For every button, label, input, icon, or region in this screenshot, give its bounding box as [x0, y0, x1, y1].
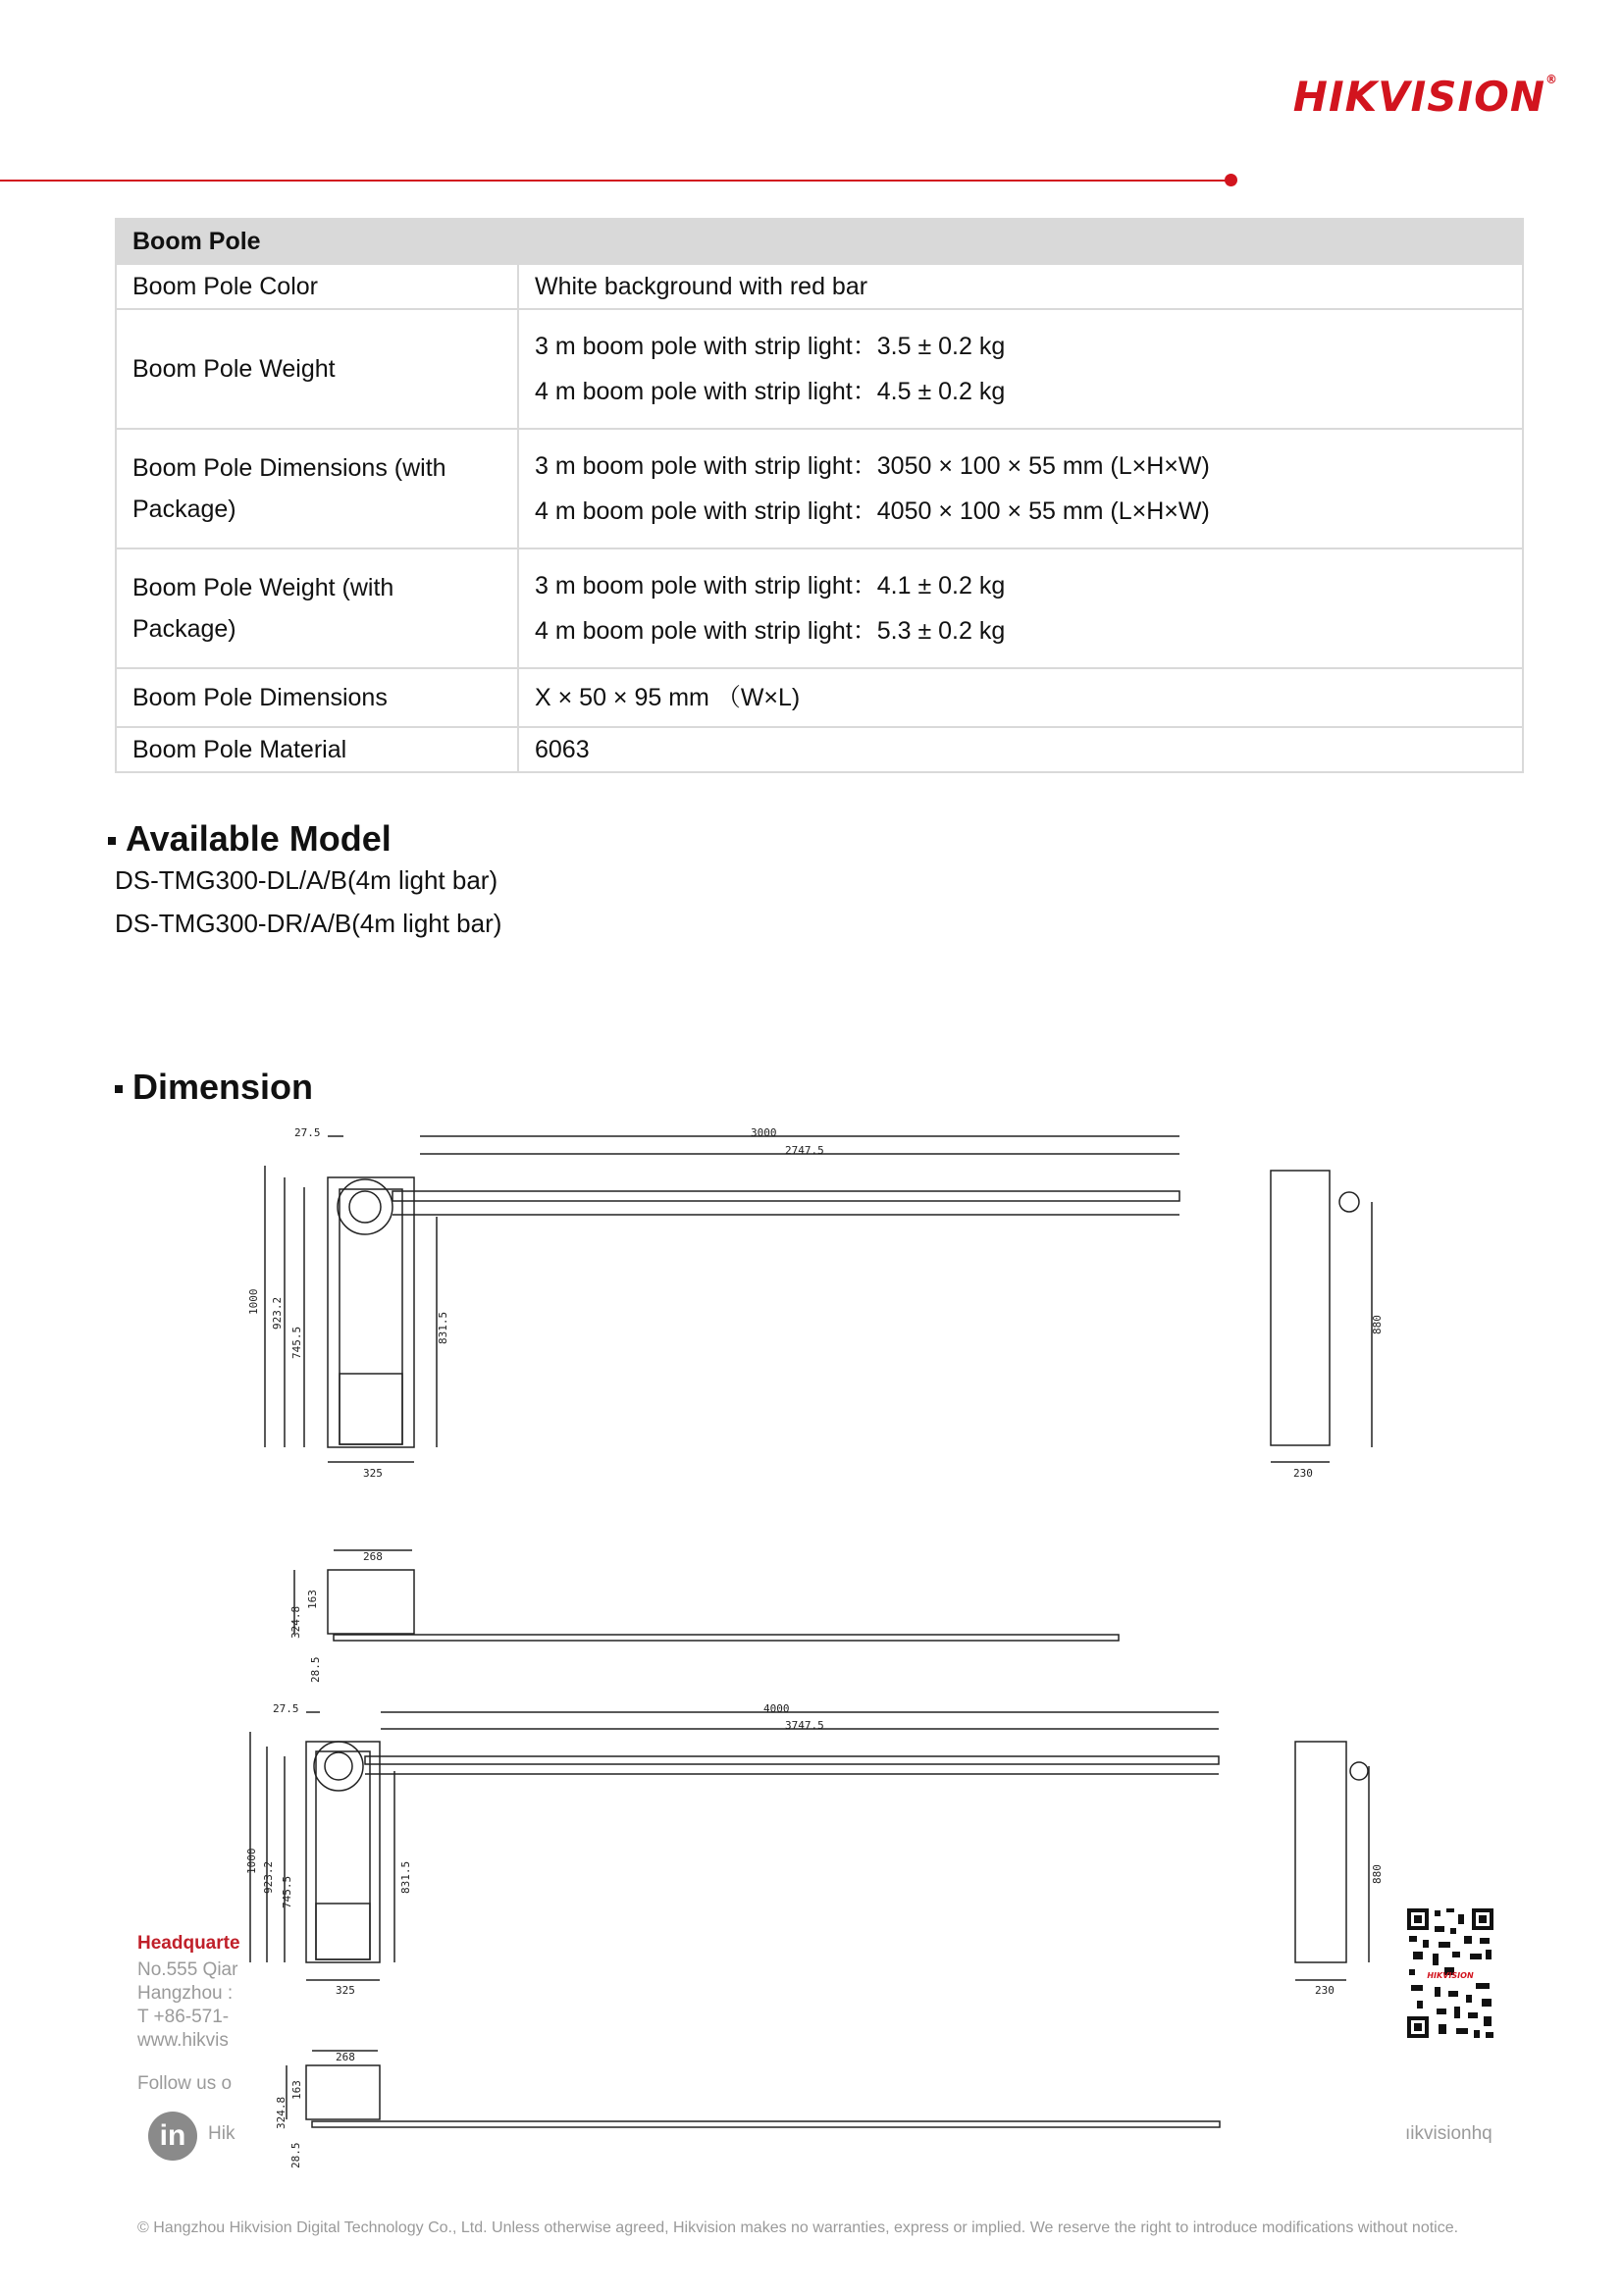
- dim-label: 27.5: [273, 1702, 299, 1715]
- dim-label: 163: [306, 1590, 319, 1609]
- dim-label: 324.8: [289, 1605, 302, 1639]
- dim-label: 230: [1315, 1984, 1335, 1997]
- dim-label: 1000: [245, 1848, 258, 1874]
- dim-label: 325: [363, 1467, 383, 1480]
- spec-value: 3 m boom pole with strip light：3.5 ± 0.2 kg: [535, 333, 1006, 360]
- dim-label: 325: [336, 1984, 355, 1997]
- follow-us-label: Follow us o: [137, 2073, 233, 2094]
- dim-label: 831.5: [437, 1311, 449, 1344]
- hikvision-logo: HIKVISION®: [1292, 73, 1558, 121]
- dim-label: 745.5: [281, 1875, 293, 1908]
- dim-label: 2747.5: [785, 1144, 824, 1157]
- dim-label: 268: [336, 2051, 355, 2063]
- boom-pole: [393, 1191, 1179, 1201]
- dim-label: 163: [290, 2080, 303, 2100]
- model-item: DS-TMG300-DR/A/B(4m light bar): [115, 909, 502, 938]
- qr-code-icon: [1405, 1906, 1495, 2042]
- gate-side-view: [1271, 1171, 1330, 1445]
- dim-label: 1000: [247, 1288, 260, 1315]
- linkedin-label[interactable]: Hik: [208, 2123, 236, 2144]
- spec-label: Boom Pole Material: [116, 727, 518, 772]
- available-model-heading: Available Model: [108, 818, 392, 860]
- dim-label: 923.2: [271, 1296, 284, 1330]
- spec-label: Boom Pole Dimensions: [116, 668, 518, 727]
- dim-label: 831.5: [399, 1860, 412, 1894]
- dim-label: 4000: [763, 1702, 790, 1715]
- dim-label: 268: [363, 1550, 383, 1563]
- spec-value: 6063: [518, 727, 1523, 772]
- spec-value: White background with red bar: [518, 264, 1523, 309]
- dim-label: 28.5: [289, 2142, 302, 2168]
- boom-pole-top-view: [334, 1635, 1119, 1641]
- dim-label: 27.5: [294, 1126, 321, 1139]
- spec-label: Boom Pole Weight (with Package): [116, 548, 518, 668]
- dim-label: 880: [1371, 1315, 1384, 1334]
- hq-line: Hangzhou :: [137, 1983, 234, 2004]
- headquarters-title: Headquarte: [137, 1933, 240, 1954]
- copyright-notice: © Hangzhou Hikvision Digital Technology Co., Ltd. Unless otherwise agreed, Hikvision makes no warranties, express or implied. We reserve the right to introduce modifications without notice.: [137, 2219, 1459, 2236]
- qr-brand-label: HIKVISION: [1427, 1971, 1474, 1980]
- social-handle[interactable]: ıikvisionhq: [1405, 2123, 1492, 2144]
- spec-label: Boom Pole Dimensions (with Package): [116, 429, 518, 548]
- linkedin-icon[interactable]: in: [148, 2112, 197, 2161]
- dim-label: 28.5: [309, 1656, 322, 1683]
- spec-label: Boom Pole Weight: [116, 309, 518, 429]
- dimension-heading: Dimension: [115, 1067, 313, 1108]
- spec-value: 3 m boom pole with strip light：4.1 ± 0.2 kg: [535, 572, 1006, 600]
- gate-cabinet: [328, 1177, 414, 1447]
- dim-label: 230: [1293, 1467, 1313, 1480]
- spec-value: X × 50 × 95 mm （W×L): [518, 668, 1523, 727]
- spec-value: 4 m boom pole with strip light：4.5 ± 0.2 kg: [535, 378, 1006, 405]
- gate-top-view: [328, 1570, 414, 1634]
- hq-line: No.555 Qiar: [137, 1959, 238, 1980]
- spec-label: Boom Pole Color: [116, 264, 518, 309]
- dim-label: 880: [1371, 1864, 1384, 1884]
- dim-label: 745.5: [290, 1326, 303, 1359]
- dim-label: 923.2: [262, 1860, 275, 1894]
- spec-value: 3 m boom pole with strip light：3050 × 100 × 55 mm (L×H×W): [535, 452, 1210, 480]
- hq-line: T +86-571-: [137, 2007, 230, 2027]
- hq-line[interactable]: www.hikvis: [137, 2030, 229, 2051]
- table-header: Boom Pole: [116, 219, 1523, 264]
- dim-label: 324.8: [275, 2096, 288, 2129]
- spec-value: 4 m boom pole with strip light：5.3 ± 0.2 kg: [535, 617, 1006, 645]
- spec-value: 4 m boom pole with strip light：4050 × 100 × 55 mm (L×H×W): [535, 497, 1210, 525]
- motor-hub: [338, 1179, 393, 1234]
- dim-label: 3000: [751, 1126, 777, 1139]
- dim-label: 3747.5: [785, 1719, 824, 1732]
- model-item: DS-TMG300-DL/A/B(4m light bar): [115, 865, 498, 895]
